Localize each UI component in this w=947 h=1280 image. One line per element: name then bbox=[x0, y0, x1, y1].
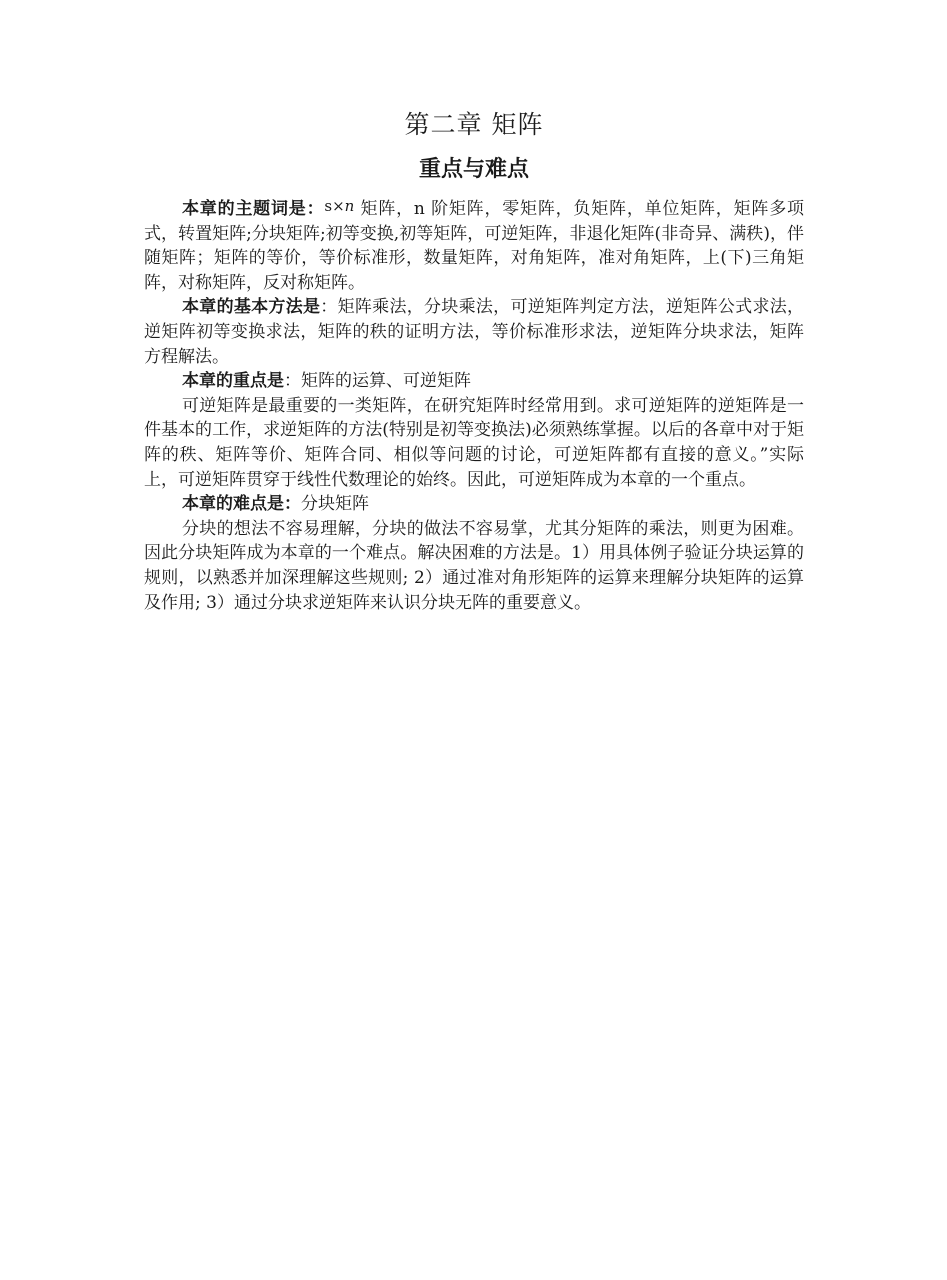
chapter-title: 第二章 矩阵 bbox=[404, 110, 544, 139]
difficulty-text: 分块矩阵 bbox=[301, 494, 369, 515]
key-points-paragraph bbox=[144, 369, 804, 394]
math-n: n bbox=[344, 197, 355, 215]
key-points-text: ：矩阵的运算、可逆矩阵 bbox=[284, 371, 471, 392]
section-title: 重点与难点 bbox=[418, 156, 529, 182]
key-points-lead: 本章的重点是 bbox=[182, 371, 284, 392]
difficulty-lead: 本章的难点是： bbox=[182, 494, 301, 515]
methods-paragraph bbox=[144, 295, 804, 369]
keywords-paragraph bbox=[144, 194, 804, 295]
difficulty-detail-paragraph: 分块的想法不容易理解，分块的做法不容易掌，尤其分矩阵的乘法，则更为困难。因此分块矩阵成为本章的一个难点。解决困难的方法是。1）用具体例子验证分块运算的规则，以熟悉并加深理解这些规则; 2）通过准对角形矩阵的运算来理解分块矩阵的运算及作用; 3）通过分块求逆矩阵来认识分块无阵的重要意义。 bbox=[144, 518, 804, 613]
difficulty-paragraph bbox=[144, 492, 804, 517]
math-s-times-n bbox=[324, 197, 354, 215]
document-page bbox=[144, 100, 804, 615]
keywords-text: 矩阵，n 阶矩阵，零矩阵，负矩阵，单位矩阵，矩阵多项式，转置矩阵;分块矩阵;初等变换,初等矩阵，可逆矩阵，非退化矩阵(非奇异、满秩)，伴随矩阵；矩阵的等价，等价标准形，数量矩阵，对角矩阵，准对角矩阵，上(下)三角矩阵，对称矩阵，反对称矩阵。 bbox=[144, 199, 804, 293]
methods-lead: 本章的基本方法是 bbox=[182, 297, 321, 318]
math-s: s bbox=[324, 197, 333, 215]
methods-text: ：矩阵乘法，分块乘法，可逆矩阵判定方法，逆矩阵公式求法，逆矩阵初等变换求法，矩阵的秩的证明方法，等价标准形求法，逆矩阵分块求法，矩阵方程解法。 bbox=[144, 297, 805, 367]
math-times: × bbox=[332, 197, 345, 215]
key-points-detail-paragraph: 可逆矩阵是最重要的一类矩阵，在研究矩阵时经常用到。求可逆矩阵的逆矩阵是一件基本的工作，求逆矩阵的方法(特别是初等变换法)必须熟练掌握。以后的各章中对于矩阵的秩、矩阵等价、矩阵合同、相似等问题的讨论，可逆矩阵都有直接的意义。”实际上，可逆矩阵贯穿于线性代数理论的始终。因此，可逆矩阵成为本章的一个重点。 bbox=[144, 395, 804, 490]
keywords-lead: 本章的主题词是： bbox=[182, 199, 325, 219]
